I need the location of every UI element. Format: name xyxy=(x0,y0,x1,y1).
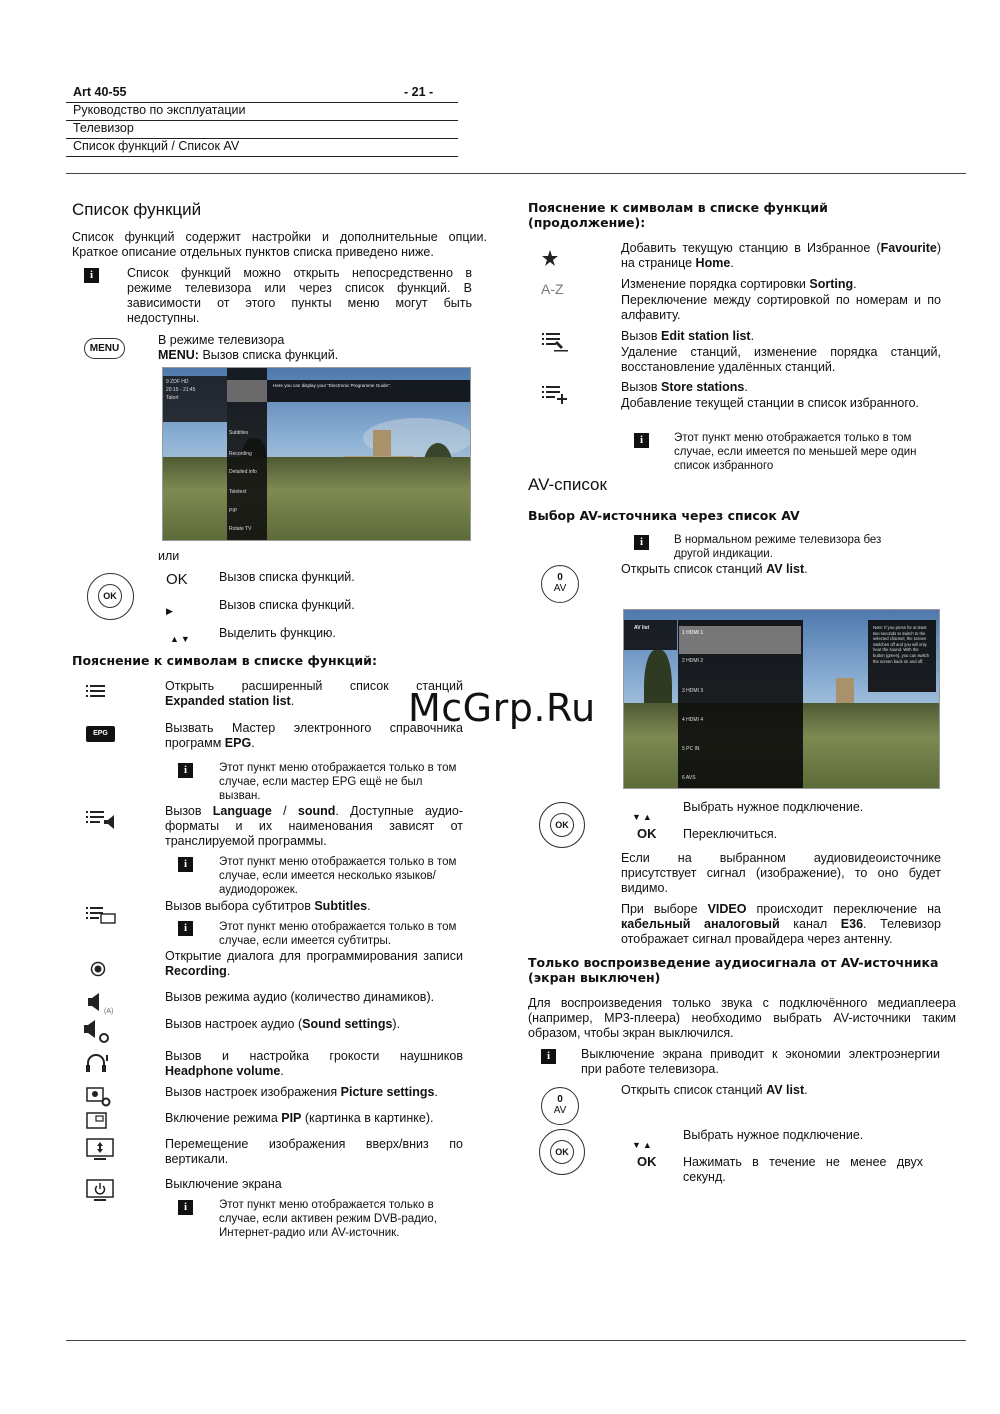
menu-item-pip: PIP xyxy=(229,508,238,514)
sym10-text xyxy=(165,1111,434,1126)
av-item-hdmi2[interactable]: 2 HDMI 2 xyxy=(682,658,704,664)
av-button-icon xyxy=(541,565,579,603)
sym2-text: Вызвать Мастер электронного справочника программ EPG. xyxy=(165,721,463,750)
av-list-label: AV list xyxy=(766,562,805,576)
model-name: Art 40-55 xyxy=(73,85,127,99)
av-list-header: AV list xyxy=(624,620,677,650)
video-suffix: . Телевизор отображает сигнал провайдера через антенну. xyxy=(621,917,941,946)
av-open2-prefix: Открыть список станций xyxy=(621,1083,767,1097)
ok-label: OK xyxy=(166,571,188,588)
epg-label: EPG xyxy=(224,736,252,750)
info-icon: i xyxy=(84,268,99,283)
store-desc: Добавление текущей станции в список избранного. xyxy=(621,396,920,410)
cable-analog-label: кабельный аналоговый xyxy=(621,917,780,931)
record-icon xyxy=(90,961,106,977)
vertical-shift-icon xyxy=(86,1138,116,1162)
menu-item-rotate-tv: Rotate TV xyxy=(229,526,252,532)
epg-icon: EPG xyxy=(86,726,115,742)
menu-item-teletext: Teletext xyxy=(229,489,247,495)
sym6-text: Вызов режима аудио (количество динамиков). xyxy=(165,990,435,1004)
info-icon: i xyxy=(634,433,649,448)
video-prefix: При выборе xyxy=(621,902,708,916)
note-language: Этот пункт меню отображается только в том случае, если имеется несколько языков/аудиодорожек. xyxy=(219,856,457,896)
video-label: VIDEO xyxy=(707,902,747,916)
sym12-text: Выключение экрана xyxy=(165,1177,282,1191)
edit-list-icon xyxy=(542,332,570,352)
sym5-desc: Открытие диалога для программирования записи xyxy=(165,949,463,963)
recording-label: Recording xyxy=(165,964,227,978)
header-row-1 xyxy=(66,102,458,121)
sym4-desc: Вызов выбора субтитров xyxy=(165,899,315,913)
up-down-arrows-icon: ▲▼ xyxy=(170,634,192,644)
menu-item-subtitles: Subtitles xyxy=(229,430,249,436)
screen-off-icon xyxy=(86,1179,116,1203)
watermark: McGrp.Ru xyxy=(408,686,596,730)
header-row-text: Список функций / Список AV xyxy=(73,139,240,153)
menu-call-desc: Вызов списка функций. xyxy=(198,348,339,362)
sym1-text: Открыть расширенный список станций xyxy=(165,679,463,693)
pip-icon xyxy=(86,1112,108,1130)
sym2-desc: Вызвать Мастер электронного справочника программ xyxy=(165,721,463,750)
star-icon xyxy=(542,250,558,266)
channel-word: канал xyxy=(779,917,841,931)
sym3-desc: . Доступные аудио-форматы и их наименования зависят от транслируемой программы. xyxy=(165,804,463,848)
remote-navpad-icon: OK xyxy=(539,1129,585,1175)
grass xyxy=(163,457,470,540)
symbols-section-title: Пояснение к символам в списке функций: xyxy=(72,653,377,668)
header-row-text: Телевизор xyxy=(73,121,134,135)
av-button-zero: 0 xyxy=(557,572,563,583)
page-title: Список функций xyxy=(72,200,202,219)
sorting-az-icon: A-Z xyxy=(541,281,564,297)
audio-only-title: Только воспроизведение аудиосигнала от AV-источника (экран выключен) xyxy=(528,955,939,985)
speaker-mode-icon xyxy=(88,993,118,1015)
av-list-note: Note: If you press for at least two seconds to switch to the selected channel, the screen switches off and you will only hear the sound. With the button (green), you can switch the screen back on and off. xyxy=(868,620,936,692)
av-item-pc-in[interactable]: 5 PC IN xyxy=(682,746,700,752)
av-list-title: AV-список xyxy=(528,475,607,494)
video-mid: происходит переключение на xyxy=(746,902,941,916)
av-open-text-2: Открыть список станций AV list. xyxy=(621,1083,808,1097)
ok-label-right: OK xyxy=(637,826,657,841)
subtitles-icon xyxy=(86,906,118,924)
switch-text: Переключиться. xyxy=(683,827,778,841)
home-label: Home xyxy=(695,256,731,270)
picture-settings-label: Picture settings xyxy=(340,1085,435,1099)
note-subtitles: Этот пункт меню отображается только в том случае, если имеется субтитры. xyxy=(219,921,457,947)
hold-text: Нажимать в течение не менее двух секунд. xyxy=(683,1155,923,1184)
info-icon: i xyxy=(178,921,193,936)
note-screen-off: Этот пункт меню отображается только в случае, если активен режим DVB-радио, Интернет-радио или AV-источник. xyxy=(219,1199,437,1239)
av-list-subtitle: Выбор AV-источника через список AV xyxy=(528,508,800,523)
sym5-text: Открытие диалога для программирования записи Recording. xyxy=(165,949,463,978)
av-open-text: Открыть список станций AV list. xyxy=(621,562,808,576)
menu-call-text xyxy=(158,348,338,363)
down-up-arrows-icon: ▼▲ xyxy=(632,812,654,822)
note-av: В нормальном режиме телевизора без другой индикации. xyxy=(674,534,882,560)
ok-text: Вызов списка функций. xyxy=(219,570,355,584)
sym1-bold: Expanded station list. xyxy=(165,694,295,708)
sorting-desc: Переключение между сортировкой по номерам и по алфавиту. xyxy=(621,293,941,322)
expanded-station-list-label: Expanded station list xyxy=(165,694,291,708)
sound-settings-label: Sound settings xyxy=(302,1017,393,1031)
av-button-label: AV xyxy=(553,1105,567,1116)
show-title: Tatort xyxy=(166,395,179,401)
av-list-label-2: AV list xyxy=(766,1083,805,1097)
tv-mode-text: В режиме телевизора xyxy=(158,333,285,347)
picture-settings-icon xyxy=(86,1087,112,1107)
sym7-prefix: Вызов настроек аудио ( xyxy=(165,1017,303,1031)
sym11-text: Перемещение изображения вверх/вниз по вертикали. xyxy=(165,1137,463,1166)
av-item-avs[interactable]: 6 AVS xyxy=(682,775,696,781)
sym8-bold: Headphone volume. xyxy=(165,1064,284,1078)
av-item-hdmi1[interactable]: 1 HDMI 1 xyxy=(682,630,704,636)
menu-selected-item xyxy=(227,380,267,402)
intro-text: Список функций содержит настройки и дополнительные опции. Краткое описание отдельных пунктов списка приведено ниже. xyxy=(72,230,487,259)
av-item-hdmi4[interactable]: 4 HDMI 4 xyxy=(682,717,704,723)
bottom-rule xyxy=(66,1340,966,1341)
ok-label-right-2: OK xyxy=(637,1154,657,1169)
info-icon: i xyxy=(634,535,649,550)
function-list-menu xyxy=(227,368,267,540)
sym9-desc: Вызов настроек изображения xyxy=(165,1085,341,1099)
info-text-1: Список функций можно открыть непосредственно в режиме телевизора или через список функций. В зависимости от этого пункты меню могут быть недоступны. xyxy=(127,266,472,325)
signal-para: Если на выбранном аудиовидеоисточнике присутствует сигнал (изображение), то оно будет видимо. xyxy=(621,851,941,895)
headphone-volume-label: Headphone volume xyxy=(165,1064,281,1078)
info-icon: i xyxy=(178,1200,193,1215)
menu-item-detailed-info: Detailed info xyxy=(229,469,257,475)
store-stations-label: Store stations xyxy=(660,380,745,394)
fav-prefix: Добавить текущую станцию в Избранное ( xyxy=(621,241,881,255)
pip-label: PIP xyxy=(281,1111,302,1125)
remote-navpad-icon: OK xyxy=(539,802,585,848)
symbols-continued-title: Пояснение к символам в списке функций (продолжение): xyxy=(528,200,828,230)
sym3-sep: / xyxy=(271,804,298,818)
edit-station-list-label: Edit station list xyxy=(660,329,751,343)
epg-hint-bar: Here you can display your "Electronic Programme Guide". xyxy=(267,380,470,402)
fav-mid: ) на странице xyxy=(621,241,941,270)
note-epg: Этот пункт меню отображается только в том случае, если мастер EPG ещё не был вызван. xyxy=(219,762,457,802)
store-prefix: Вызов xyxy=(621,380,661,394)
info-icon: i xyxy=(178,763,193,778)
av-button-label: AV xyxy=(553,583,567,594)
sound-label: sound xyxy=(297,804,336,818)
sound-settings-icon xyxy=(84,1020,110,1044)
store-stations-icon xyxy=(542,385,568,405)
expanded-list-icon xyxy=(86,684,106,698)
channel-name: 9 ZDF HD xyxy=(166,379,189,385)
edit-prefix: Вызов xyxy=(621,329,661,343)
show-time: 20:15 - 21:45 xyxy=(166,387,196,393)
select-text: Выбрать нужное подключение. xyxy=(683,800,864,814)
menu-item-recording: Recording xyxy=(229,451,252,457)
sort-prefix: Изменение порядка сортировки xyxy=(621,277,810,291)
header-row-2 xyxy=(66,120,458,139)
right-arrow-text: Вызов списка функций. xyxy=(219,598,355,612)
or-text: или xyxy=(158,549,180,563)
note-store: Этот пункт меню отображается только в том случае, если имеется по меньшей мере один список избранного xyxy=(674,432,917,472)
sym10-prefix: Включение режима xyxy=(165,1111,282,1125)
favourite-text: Добавить текущую станцию в Избранное (Favourite) на странице Home. xyxy=(621,241,941,270)
top-rule xyxy=(66,173,966,174)
header-row-3 xyxy=(66,138,458,157)
channel-info-box xyxy=(163,376,227,422)
channel-e36-label: E36 xyxy=(840,917,864,931)
tv-screenshot-av-list xyxy=(623,609,940,789)
remote-navpad-icon: OK xyxy=(87,573,134,620)
edit-title: Вызов Edit station list. xyxy=(621,329,755,343)
down-up-arrows-icon: ▼▲ xyxy=(632,1140,654,1150)
menu-button-icon: MENU xyxy=(84,338,125,359)
sym4-text: Вызов выбора субтитров Subtitles. xyxy=(165,899,371,913)
edit-desc: Удаление станций, изменение порядка станций, восстановление удалённых станций. xyxy=(621,345,941,374)
av-list-panel xyxy=(678,620,803,788)
svg-text:(A): (A) xyxy=(104,1008,114,1015)
sym9-text: Вызов настроек изображения Picture settings. xyxy=(165,1085,438,1099)
sym3-prefix: Вызов xyxy=(165,804,213,818)
store-title: Вызов Store stations. xyxy=(621,380,748,394)
sym8-text: Вызов и настройка грокости наушников xyxy=(165,1049,463,1063)
sym10-suffix: (картинка в картинке). xyxy=(301,1111,434,1125)
sym7-text xyxy=(165,1017,400,1032)
av-open-prefix: Открыть список станций xyxy=(621,562,767,576)
info-icon: i xyxy=(178,857,193,872)
language-sound-icon xyxy=(86,810,118,830)
language-label: Language xyxy=(212,804,272,818)
av-button-zero: 0 xyxy=(557,1094,563,1105)
sorting-label: Sorting xyxy=(809,277,854,291)
info-icon: i xyxy=(541,1049,556,1064)
subtitles-label: Subtitles xyxy=(314,899,368,913)
tv-screenshot-function-list xyxy=(162,367,471,541)
favourite-label: Favourite xyxy=(880,241,937,255)
av-button-icon xyxy=(541,1087,579,1125)
select-text-2: Выбрать нужное подключение. xyxy=(683,1128,864,1142)
header-row-text: Руководство по эксплуатации xyxy=(73,103,246,117)
av-item-hdmi3[interactable]: 3 HDMI 3 xyxy=(682,688,704,694)
sym7-suffix: ). xyxy=(392,1017,401,1031)
headphone-icon xyxy=(86,1053,110,1073)
note-screen-power: Выключение экрана приводит к экономии электроэнергии при работе телевизора. xyxy=(581,1047,940,1076)
sym3-text xyxy=(165,804,463,849)
menu-key-label: MENU: xyxy=(158,348,199,362)
sorting-title: Изменение порядка сортировки Sorting. xyxy=(621,277,857,291)
arrows-text: Выделить функцию. xyxy=(219,626,336,640)
right-arrow-icon: ▶ xyxy=(166,606,173,616)
audio-only-intro: Для воспроизведения только звука с подключённого медиаплеера (например, MP3-плеера) необходимо выбрать AV-источники таким образом, чтобы экран выключился. xyxy=(528,996,956,1040)
video-para xyxy=(621,902,941,947)
header-model-row xyxy=(66,84,458,103)
page-number: - 21 - xyxy=(404,85,434,99)
